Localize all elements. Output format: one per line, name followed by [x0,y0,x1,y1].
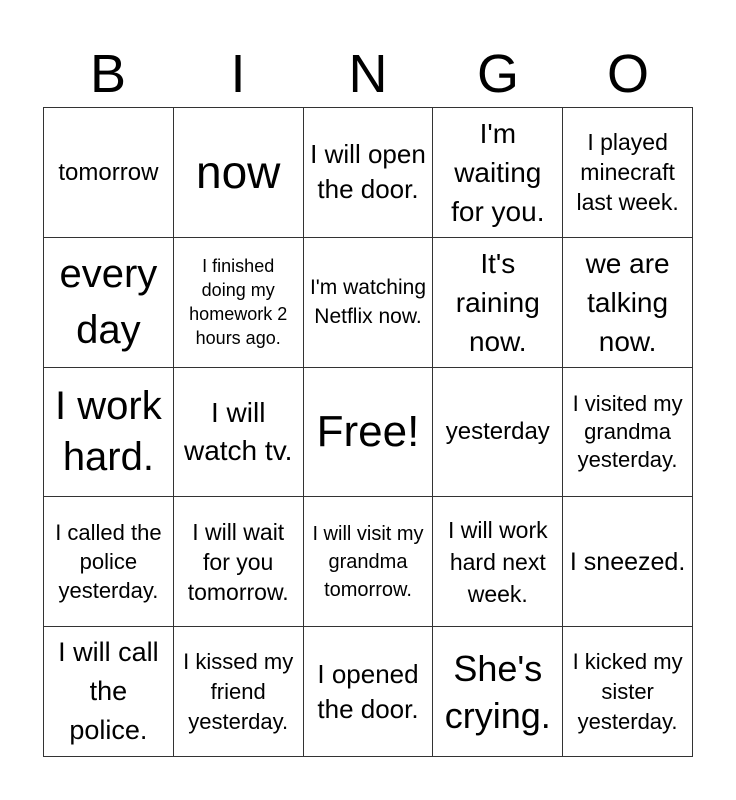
bingo-cell-r2c3[interactable] [304,238,434,368]
bingo-cell-r5c1[interactable] [44,627,174,757]
cell-text: tomorrow [58,158,159,186]
cell-text: I visited my grandma yesterday. [572,390,683,472]
bingo-cell-r5c3[interactable] [304,627,434,757]
bingo-cell-r1c4[interactable] [433,108,563,238]
cell-text: I called the police yesterday. [55,520,162,604]
bingo-cell-r2c1[interactable] [44,238,174,368]
bingo-cell-r3c2[interactable] [174,368,304,498]
cell-text: I will work hard next week. [447,516,548,607]
cell-text: yesterday [445,418,550,446]
cell-text: I will visit my grandma tomorrow. [312,522,424,601]
bingo-cell-r2c4[interactable] [433,238,563,368]
bingo-cell-r3c3 free-space[interactable] [304,368,434,498]
bingo-cell-r4c2[interactable] [174,497,304,627]
cell-text: we are talking now. [585,247,670,357]
bingo-cell-r1c2[interactable] [174,108,304,238]
header-letter-i: I [230,44,246,104]
bingo-cell-r2c5[interactable] [563,238,693,368]
bingo-cell-r4c4[interactable] [433,497,563,627]
header-letter-o: O [606,44,649,104]
bingo-cell-r4c5[interactable] [563,497,693,627]
cell-text: She's crying. [444,647,551,736]
cell-text: I kicked my sister yesterday. [572,648,683,734]
bingo-cell-r5c4[interactable] [433,627,563,757]
bingo-cell-r4c1[interactable] [44,497,174,627]
cell-text: I opened the door. [317,658,419,724]
bingo-cell-r2c2[interactable] [174,238,304,368]
cell-text: I kissed my friend yesterday. [183,648,294,734]
cell-text: I'm watching Netflix now. [309,276,427,329]
cell-text: It's raining now. [455,247,540,357]
bingo-cell-r3c4[interactable] [433,368,563,498]
bingo-cell-r5c5[interactable] [563,627,693,757]
free-space-text: Free! [316,406,420,456]
cell-text: I will open the door. [310,139,426,205]
bingo-cell-r1c1[interactable] [44,108,174,238]
header-letter-g: G [476,44,519,104]
cell-text: I finished doing my homework 2 hours ago. [189,256,288,349]
cell-text: I played minecraft last week. [576,129,679,216]
bingo-cell-r3c1[interactable] [44,368,174,498]
cell-text: I work hard. [55,383,162,479]
bingo-cell-r1c5[interactable] [563,108,693,238]
bingo-cell-r1c3[interactable] [304,108,434,238]
cell-text: I sneezed. [569,547,686,576]
bingo-cell-r5c2[interactable] [174,627,304,757]
cell-text: I will watch tv. [183,396,293,466]
cell-text: I'm waiting for you. [451,117,545,227]
header-letter-n: N [348,44,388,104]
cell-text: every day [59,252,158,353]
cell-text: I will call the police. [58,637,159,746]
cell-text: now [196,146,281,199]
bingo-header [43,40,693,108]
header-letter-b: B [89,44,127,104]
bingo-board [43,107,693,757]
bingo-cell-r3c5[interactable] [563,368,693,498]
bingo-cell-r4c3[interactable] [304,497,434,627]
cell-text: I will wait for you tomorrow. [187,518,289,605]
